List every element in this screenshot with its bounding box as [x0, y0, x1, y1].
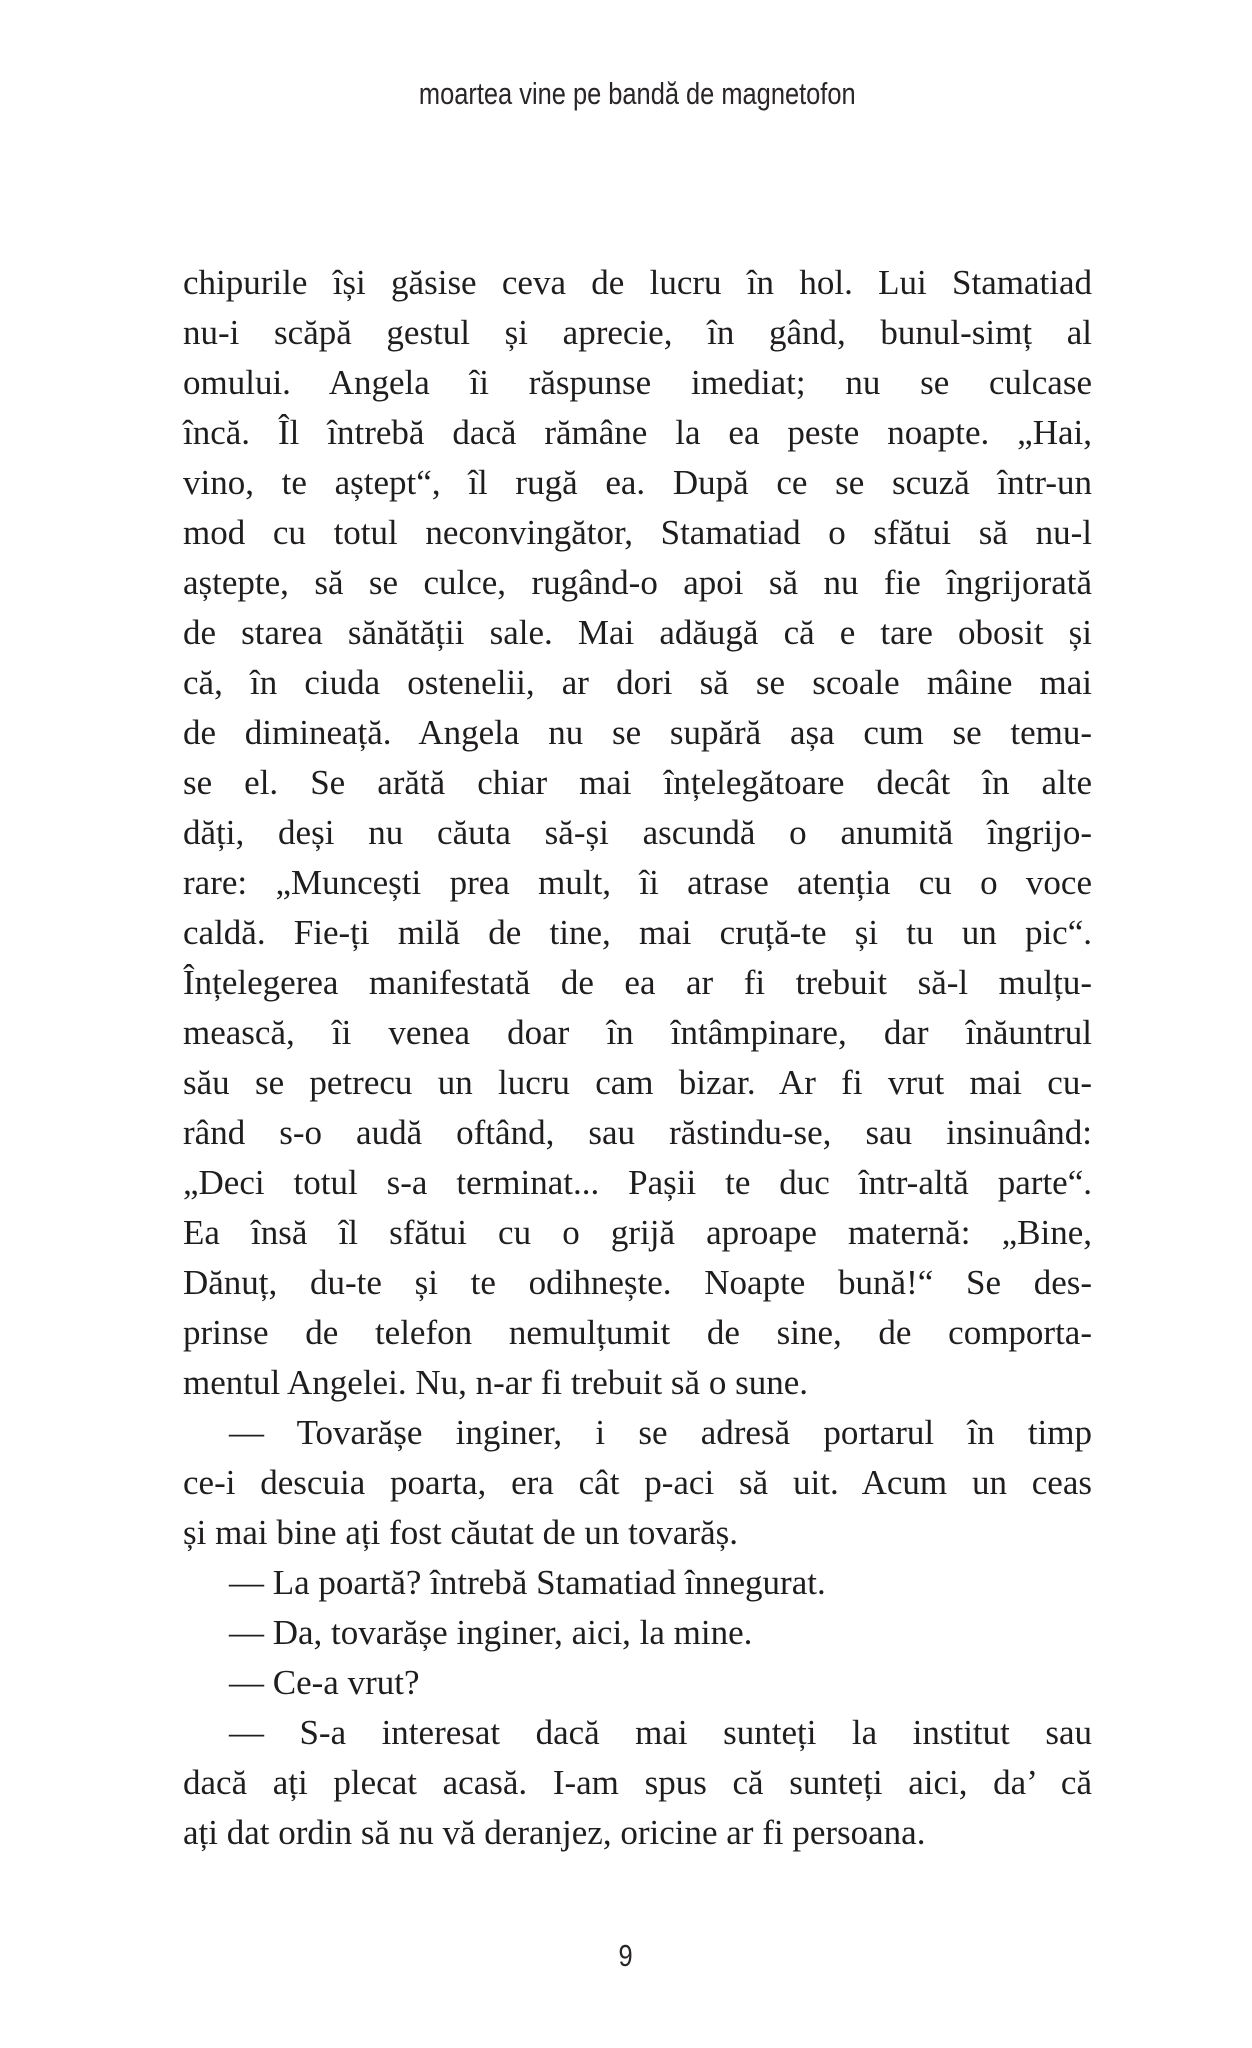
body-text-line: mod cu totul neconvingător, Stamatiad o sfătui să nu-l	[183, 513, 1092, 552]
body-text-line: vino, te aștept“, îl rugă ea. După ce se scuză într-un	[183, 463, 1092, 502]
body-text-line: încă. Îl întrebă dacă rămâne la ea peste noapte. „Hai,	[183, 413, 1092, 452]
body-text-line: și mai bine ați fost căutat de un tovarăș.	[183, 1513, 738, 1552]
body-text-line: chipurile își găsise ceva de lucru în hol. Lui Stamatiad	[183, 263, 1092, 302]
body-text-line: de starea sănătății sale. Mai adăugă că e tare obosit și	[183, 613, 1092, 652]
body-text-line: „Deci totul s-a terminat... Pașii te duc într-altă parte“.	[183, 1163, 1092, 1202]
body-text-line dialogue-line: — La poartă? întrebă Stamatiad înnegurat.	[229, 1563, 826, 1602]
running-header	[183, 76, 1092, 112]
body-text-line: se el. Se arătă chiar mai înțelegătoare decât în alte	[183, 763, 1092, 802]
body-text-line: omului. Angela îi răspunse imediat; nu se culcase	[183, 363, 1092, 402]
body-text-line: mească, îi venea doar în întâmpinare, dar înăuntrul	[183, 1013, 1092, 1052]
body-text-line: că, în ciuda ostenelii, ar dori să se scoale mâine mai	[183, 663, 1092, 702]
body-text-line: dăți, deși nu căuta să-și ascundă o anumită îngrijo-	[183, 813, 1092, 852]
body-text-line: ce-i descuia poarta, era cât p-aci să uit. Acum un ceas	[183, 1463, 1092, 1502]
page-number-text: 9	[618, 1938, 634, 1973]
body-text-line: caldă. Fie-ți milă de tine, mai cruță-te și tu un pic“.	[183, 913, 1092, 952]
body-text-line dialogue-line: — Ce-a vrut?	[229, 1663, 420, 1702]
body-text-line: rând s-o audă oftând, sau răstindu-se, sau insinuând:	[183, 1113, 1092, 1152]
body-text-line: nu-i scăpă gestul și aprecie, în gând, bunul-simț al	[183, 313, 1092, 352]
page-number	[0, 1938, 1252, 1974]
body-text-line: aștepte, să se culce, rugând-o apoi să nu fie îngrijorată	[183, 563, 1092, 602]
body-text-line: rare: „Muncești prea mult, îi atrase atenția cu o voce	[183, 863, 1092, 902]
body-text-line: de dimineață. Angela nu se supără așa cum se temu-	[183, 713, 1092, 752]
body-text-line: ați dat ordin să nu vă deranjez, oricine ar fi persoana.	[183, 1813, 926, 1852]
body-text-line: Ea însă îl sfătui cu o grijă aproape maternă: „Bine,	[183, 1213, 1092, 1252]
body-text-line: dacă ați plecat acasă. I-am spus că sunteți aici, da’ că	[183, 1763, 1092, 1802]
body-text-line: Dănuț, du-te și te odihnește. Noapte bună!“ Se des-	[183, 1263, 1092, 1302]
body-text-block	[183, 258, 1092, 1858]
body-text-line dialogue-line: — S-a interesat dacă mai sunteți la institut sau	[229, 1713, 1092, 1752]
body-text-line: mentul Angelei. Nu, n-ar fi trebuit să o sune.	[183, 1363, 808, 1402]
body-text-line: său se petrecu un lucru cam bizar. Ar fi vrut mai cu-	[183, 1063, 1092, 1102]
body-text-line: prinse de telefon nemulțumit de sine, de comporta-	[183, 1313, 1092, 1352]
body-text-line dialogue-line: — Da, tovarășe inginer, aici, la mine.	[229, 1613, 753, 1652]
running-header-text: moartea vine pe bandă de magnetofon	[419, 76, 856, 111]
body-text-line: Înțelegerea manifestată de ea ar fi trebuit să-l mulțu-	[183, 963, 1092, 1002]
body-text-line dialogue-line: — Tovarășe inginer, i se adresă portarul în timp	[229, 1413, 1092, 1452]
